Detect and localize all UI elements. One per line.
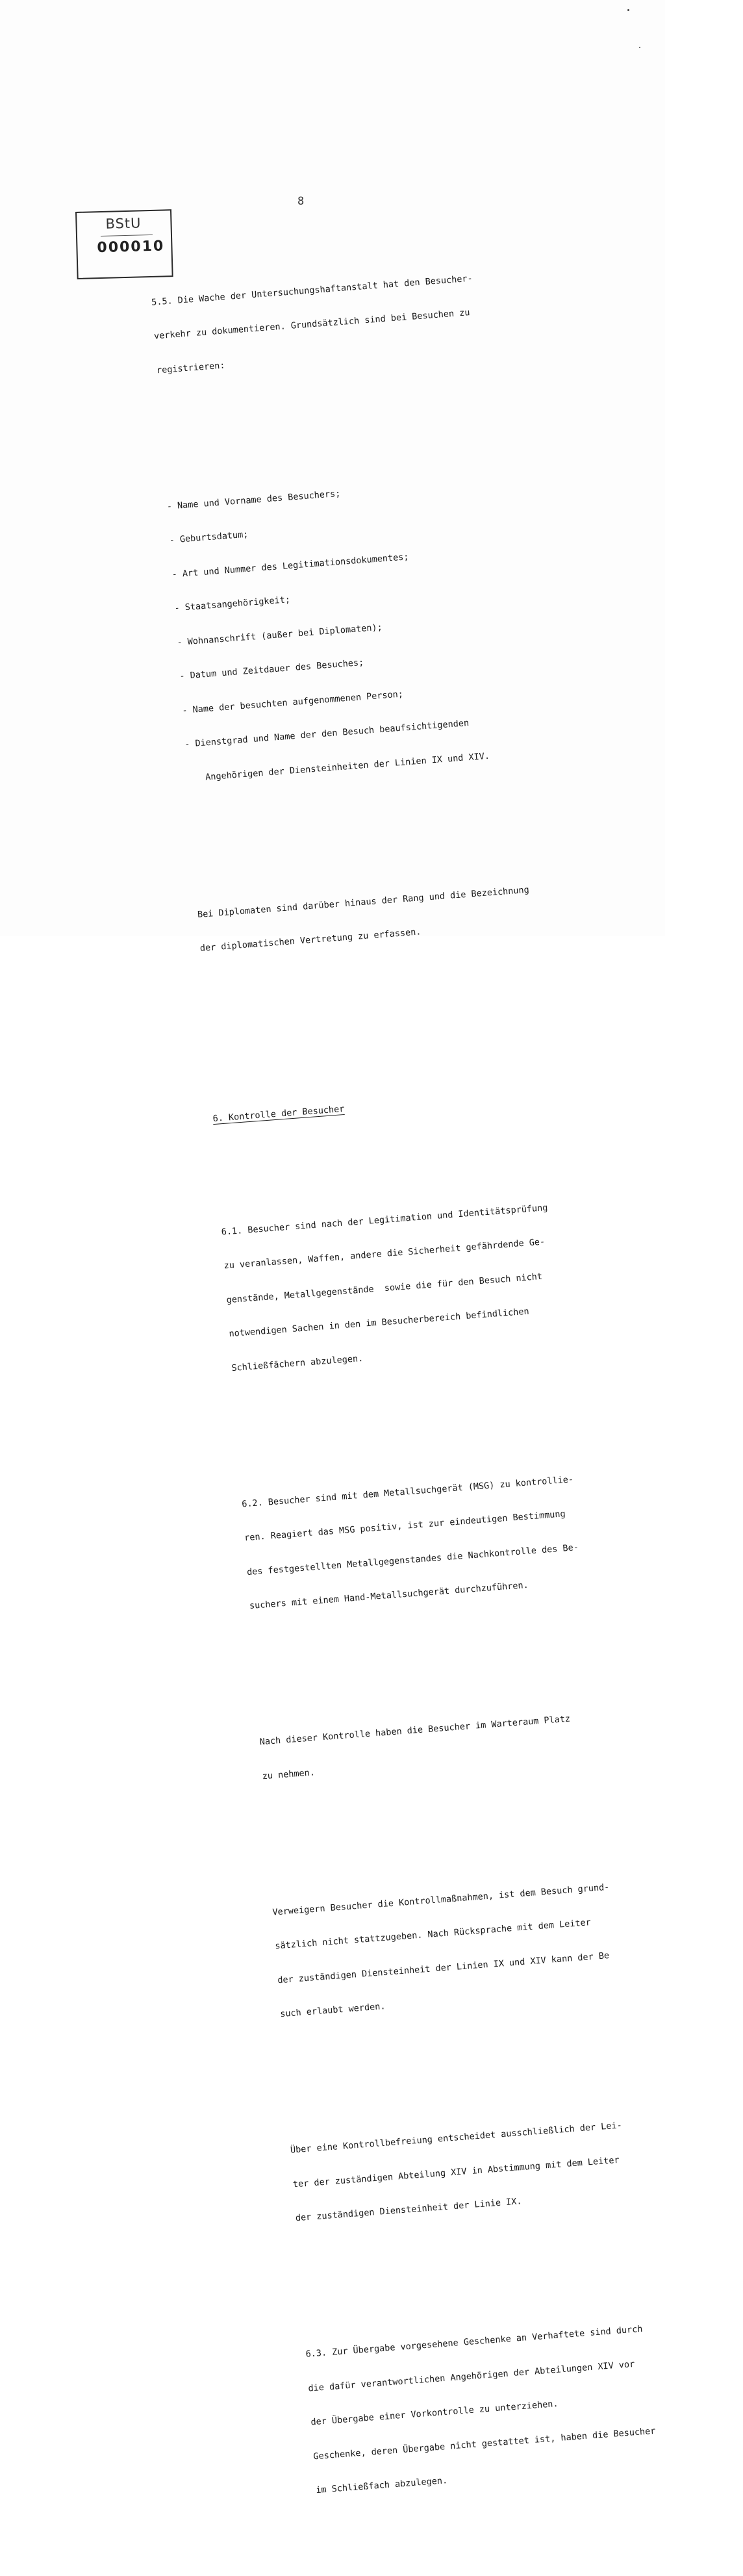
- section-heading: 6. Kontrolle der Besucher: [212, 1103, 345, 1124]
- text-line: 6.2. Besucher sind mit dem Metallsuchgerät (MSG) zu kontrollie-: [241, 1473, 574, 1509]
- list-item: - Art und Nummer des Legitimationsdokumentes;: [171, 551, 409, 580]
- text-line: 6.3. Zur Übergabe vorgesehene Geschenke an Verhaftete sind durch: [305, 2323, 643, 2360]
- stamp-number: 000010: [97, 238, 165, 257]
- text-line: der zuständigen Diensteinheit der Linie IX.: [295, 2196, 523, 2224]
- text-line: Schließfächern abzulegen.: [231, 1353, 364, 1373]
- diplomats-note: [195, 855, 623, 977]
- section-6: [210, 1059, 740, 2542]
- text-line: sätzlich nicht stattzugeben. Nach Rücksprache mit dem Leiter: [274, 1917, 592, 1952]
- text-line: genstände, Metallgegenstände sowie die für den Besuch nicht: [226, 1271, 543, 1305]
- document-body: [147, 209, 743, 2576]
- text-line: der zuständigen Diensteinheit der Linien IX und XIV kann der Be: [277, 1950, 610, 1985]
- list-item-continuation: Angehörigen der Diensteinheiten der Linien IX und XIV.: [205, 750, 490, 783]
- paragraph-6-1: [220, 1173, 655, 1397]
- page-number: 8: [297, 195, 305, 208]
- text-line: registrieren:: [156, 360, 226, 376]
- scan-speck: [639, 47, 640, 48]
- text-line: ter der zuständigen Abteilung XIV in Abstimmung mit dem Leiter: [292, 2154, 620, 2190]
- text-line: Bei Diplomaten sind darüber hinaus der Rang und die Bezeichnung: [197, 884, 530, 920]
- list-item: - Dienstgrad und Name der den Besuch beaufsichtigenden: [184, 717, 470, 750]
- list-item: - Wohnanschrift (außer bei Diplomaten);: [176, 622, 383, 648]
- text-line: Nach dieser Kontrolle haben die Besucher im Warteraum Platz: [259, 1713, 571, 1748]
- text-line: suchers mit einem Hand-Metallsuchgerät durchzuführen.: [249, 1579, 529, 1612]
- scan-speck: [627, 9, 629, 11]
- text-line: zu veranlassen, Waffen, andere die Sicherheit gefährdende Ge-: [223, 1236, 546, 1271]
- text-line: der Übergabe einer Vorkontrolle zu unterziehen.: [310, 2398, 559, 2428]
- register-list: [165, 447, 611, 808]
- text-line: verkehr zu dokumentieren. Grundsätzlich sind bei Besuchen zu: [153, 307, 470, 342]
- text-line: such erlaubt werden.: [279, 2001, 386, 2020]
- list-item: - Name und Vorname des Besuchers;: [166, 488, 341, 512]
- list-item: - Name der besuchten aufgenommenen Person;: [181, 688, 404, 716]
- text-line: Über eine Kontrollbefreiung entscheidet ausschließlich der Lei-: [290, 2120, 623, 2156]
- paragraph-refuse: [270, 1853, 703, 2043]
- text-line: des festgestellten Metallgegenstandes die Nachkontrolle des Be-: [246, 1542, 579, 1577]
- paragraph-6-3: [303, 2295, 738, 2519]
- text-line: die dafür verantwortlichen Angehörigen der Abteilungen XIV vor: [307, 2358, 635, 2394]
- text-line: im Schließfach abzulegen.: [315, 2475, 448, 2496]
- text-line: 6.1. Besucher sind nach der Legitimation und Identitätsprüfung: [221, 1202, 548, 1238]
- list-item: - Datum und Zeitdauer des Besuches;: [179, 657, 364, 682]
- section-5-5: [149, 243, 580, 400]
- text-line: Geschenke, deren Übergabe nicht gestattet ist, haben die Besucher: [312, 2425, 656, 2462]
- text-line: 5.5. Die Wache der Untersuchungshaftanstalt hat den Besucher-: [151, 273, 473, 308]
- list-item: - Staatsangehörigkeit;: [173, 594, 291, 614]
- text-line: ren. Reagiert das MSG positiv, ist zur eindeutigen Bestimmung: [244, 1509, 566, 1544]
- stamp-label: BStU: [105, 215, 142, 232]
- paragraph-after-control: [258, 1683, 686, 1805]
- text-line: zu nehmen.: [262, 1766, 316, 1781]
- paragraph-6-2: [240, 1444, 673, 1635]
- text-line: Verweigern Besucher die Kontrollmaßnahmen, ist dem Besuch grund-: [271, 1881, 610, 1918]
- paragraph-exemption: [288, 2091, 719, 2247]
- stamp-divider: [101, 235, 153, 236]
- text-line: notwendigen Sachen in den im Besucherbereich befindlichen: [228, 1306, 530, 1340]
- text-line: der diplomatischen Vertretung zu erfassen.: [199, 926, 422, 954]
- list-item: - Geburtsdatum;: [169, 529, 249, 546]
